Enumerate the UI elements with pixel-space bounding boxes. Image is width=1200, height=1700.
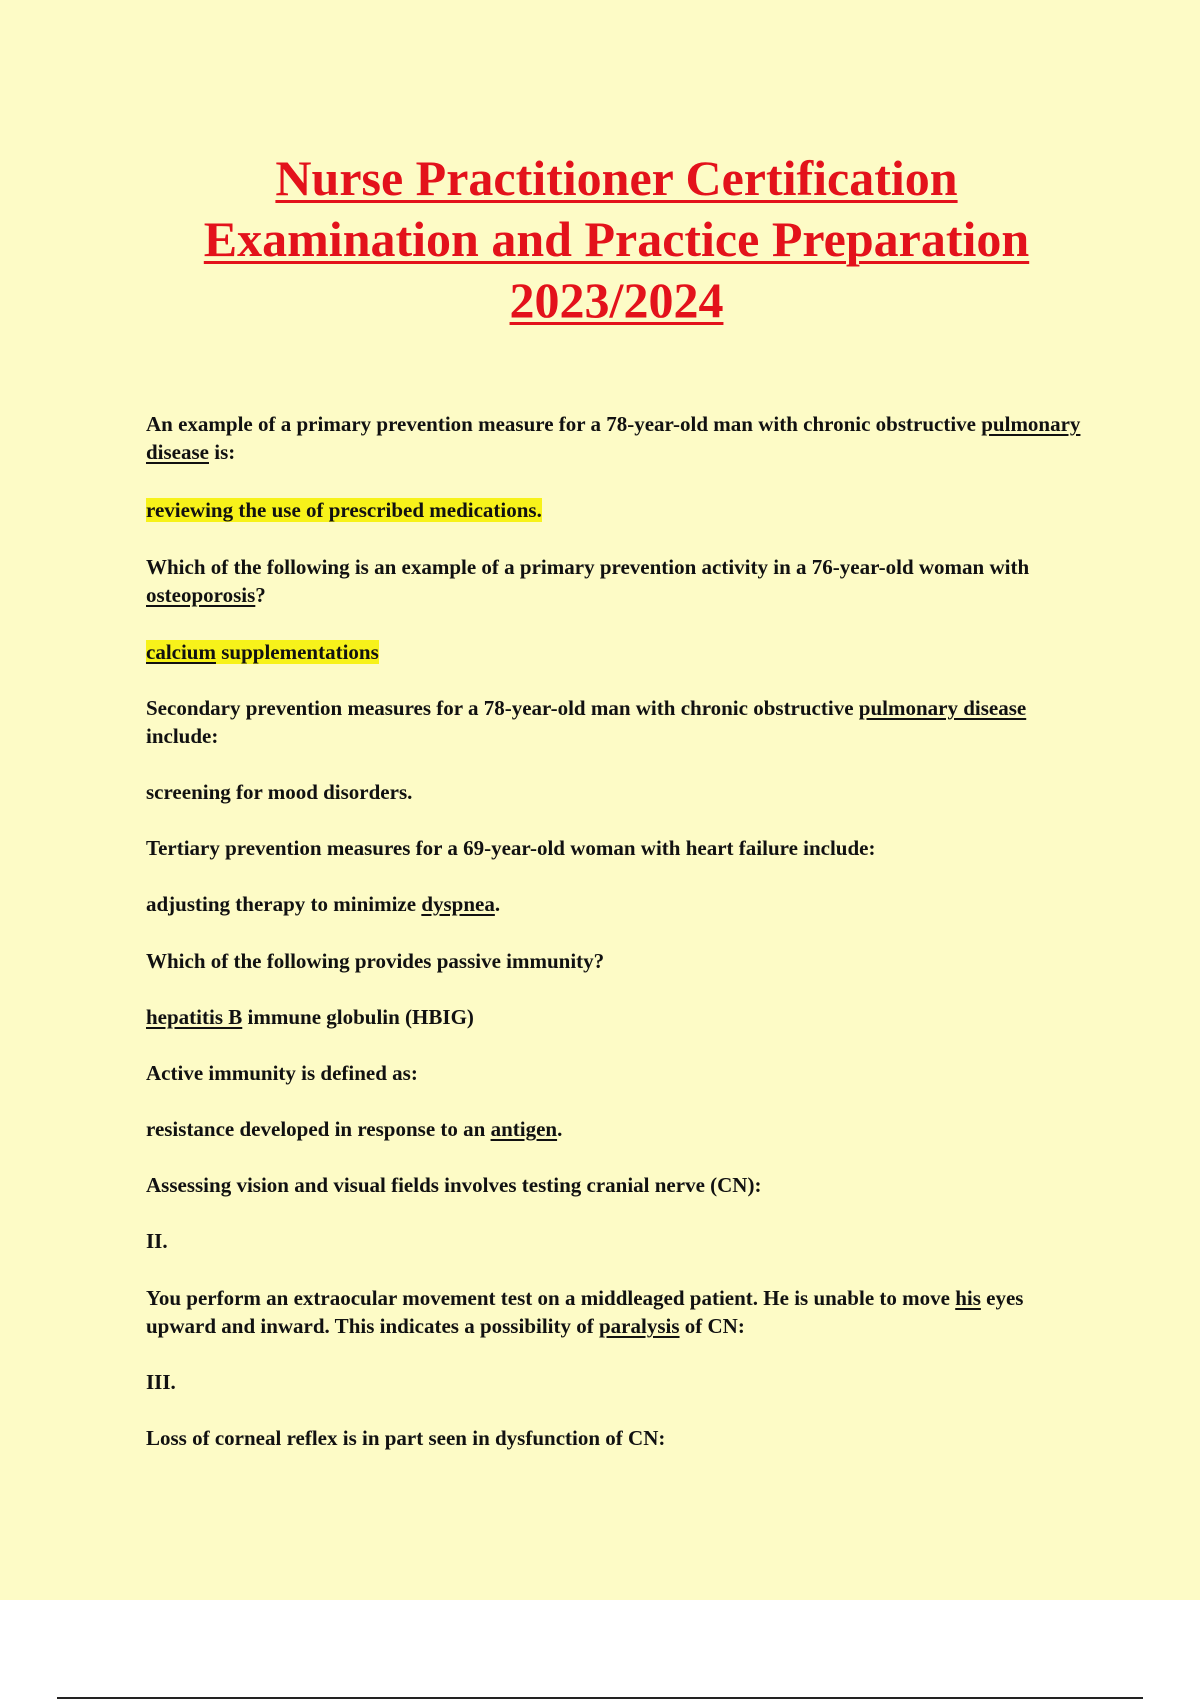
question-3: Secondary prevention measures for a 78-year-old man with chronic obstructive pulmonary disease include:: [146, 696, 1027, 748]
question-5: Which of the following provides passive immunity?: [146, 949, 605, 973]
answer-3: screening for mood disorders.: [146, 780, 413, 804]
question-2: Which of the following is an example of a primary prevention activity in a 76-year-old woman with osteoporosis?: [146, 555, 1030, 607]
answer-5: hepatitis B immune globulin (HBIG): [146, 1005, 474, 1029]
term-calcium: calcium: [146, 640, 216, 664]
document-title: [80, 148, 1153, 331]
answer-4: adjusting therapy to minimize dyspnea.: [146, 892, 501, 916]
title-line-2: Examination and Practice Preparation: [203, 211, 1030, 267]
term-osteoporosis: osteoporosis: [146, 583, 256, 607]
answer-2: [146, 638, 379, 666]
answer-7: II.: [146, 1229, 168, 1253]
term-hepatitis-b: hepatitis B: [146, 1005, 243, 1029]
term-his: his: [955, 1286, 981, 1310]
term-antigen: antigen: [490, 1117, 558, 1141]
question-7: Assessing vision and visual fields involves testing cranial nerve (CN):: [146, 1173, 762, 1197]
question-8: You perform an extraocular movement test on a middleaged patient. He is unable to move his eyes upward and inward. This indicates a possibility of paralysis of CN:: [146, 1286, 1024, 1338]
question-6: Active immunity is defined as:: [146, 1061, 418, 1085]
answer-1: [146, 496, 542, 524]
highlighted-answer: calcium supplementations: [146, 640, 379, 664]
term-pulmonary-disease: pulmonary disease: [146, 412, 1081, 464]
question-9: Loss of corneal reflex is in part seen in dysfunction of CN:: [146, 1426, 666, 1450]
term-pulmonary-disease: pulmonary disease: [858, 696, 1027, 720]
title-line-3: 2023/2024: [509, 272, 724, 328]
answer-8: III.: [146, 1370, 176, 1394]
term-paralysis: paralysis: [599, 1314, 680, 1338]
title-line-1: Nurse Practitioner Certification: [275, 150, 958, 206]
question-1: An example of a primary prevention measure for a 78-year-old man with chronic obstructive pulmonary disease is:: [146, 412, 1081, 464]
term-dyspnea: dyspnea: [421, 892, 495, 916]
answer-6: resistance developed in response to an antigen.: [146, 1117, 563, 1141]
question-4: Tertiary prevention measures for a 69-year-old woman with heart failure include:: [146, 836, 876, 860]
footer-divider: [57, 1697, 1143, 1699]
highlighted-answer: reviewing the use of prescribed medications.: [146, 498, 542, 522]
